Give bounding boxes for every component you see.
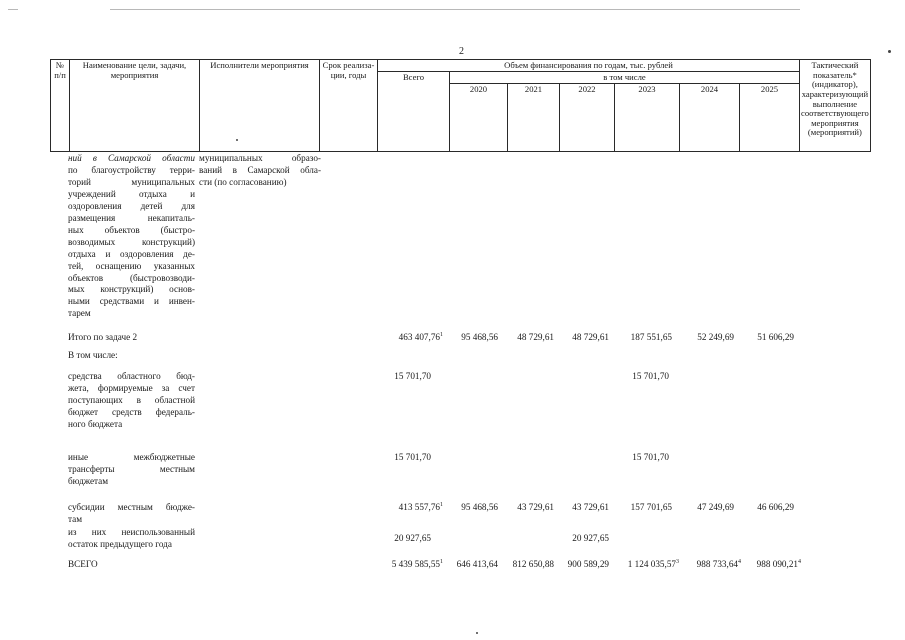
header-including: в том числе (450, 71, 800, 83)
header-indicator: Тактический показатель* (индикатор), характеризующий выполнение соответствующего мероприятия (мероприятий) (800, 60, 871, 152)
task2-2024: 52 249,69 (697, 332, 734, 342)
scan-edge-line (8, 9, 18, 10)
header-funding: Объем финансирования по годам, тыс. рублей (378, 60, 800, 72)
grand-total-label: ВСЕГО (68, 559, 98, 569)
continued-item-name: ний в Самарской области по благоустройству терри- торий муниципальных учреждений отдыха и оздоровления детей для размещения некапиталь- ных объектов (быстро- возводимых конструкций) отдыха и оздоровления де- тей, оснащению указанных объектов (быстровозводи- мых конструкций) основ- ными средствами и инвен- тарем (68, 153, 195, 319)
scan-speck (236, 139, 238, 141)
header-name: Наименование цели, задачи, мероприятия (70, 60, 200, 152)
header-num: № п/п (51, 60, 70, 152)
header-year: 2020 (450, 83, 508, 151)
header-year: 2023 (615, 83, 680, 151)
unused-label: из них неиспользованный остаток предыдущего года (68, 527, 195, 549)
header-year: 2021 (508, 83, 560, 151)
grand-total: 5 439 585,55$^1$ (391, 558, 443, 569)
task2-label: Итого по задаче 2 (68, 332, 138, 342)
header-year: 2022 (560, 83, 615, 151)
task2-2025: 51 606,29 (757, 332, 794, 342)
header-term: Срок реализа-ции, годы (320, 60, 378, 152)
grand-2025: 988 090,21$^4$ (756, 558, 801, 569)
transfers-total: 15 701,70 (394, 452, 431, 462)
including-label: В том числе: (68, 350, 118, 360)
task2-2023: 187 551,65 (630, 332, 672, 342)
page-number: 2 (459, 46, 464, 57)
subsidies-label: субсидии местным бюдже- там (68, 502, 195, 524)
subsidies-2024: 47 249,69 (697, 502, 734, 512)
scan-edge-line (110, 9, 800, 10)
subsidies-2023: 157 701,65 (630, 502, 672, 512)
header-executors: Исполнители мероприятия (200, 60, 320, 152)
transfers-label: иные межбюджетные трансферты местным бюджетам (68, 452, 195, 486)
task2-total: 463 407,76$^1$ (398, 331, 443, 342)
grand-2023: 1 124 035,57$^3$ (627, 558, 679, 569)
header-total: Всего (378, 71, 450, 151)
header-year: 2025 (740, 83, 800, 151)
subsidies-total: 413 557,76$^1$ (398, 501, 443, 512)
regional-label: средства областного бюд- жета, формируемые за счет поступающих в областной бюджет средств федераль- ного бюджета (68, 371, 195, 429)
grand-2022: 900 589,29 (567, 559, 609, 569)
table-header (50, 59, 871, 152)
task2-2020: 95 468,56 (461, 332, 498, 342)
scan-speck (888, 50, 891, 53)
task2-2021: 48 729,61 (517, 332, 554, 342)
grand-2021: 812 650,88 (512, 559, 554, 569)
unused-2022: 20 927,65 (572, 533, 609, 543)
grand-2020: 646 413,64 (456, 559, 498, 569)
task2-2022: 48 729,61 (572, 332, 609, 342)
regional-total: 15 701,70 (394, 371, 431, 381)
unused-total: 20 927,65 (394, 533, 431, 543)
regional-2023: 15 701,70 (632, 371, 669, 381)
subsidies-2022: 43 729,61 (572, 502, 609, 512)
grand-2024: 988 733,64$^4$ (696, 558, 741, 569)
scan-speck (476, 632, 478, 634)
header-year: 2024 (680, 83, 740, 151)
subsidies-2021: 43 729,61 (517, 502, 554, 512)
transfers-2023: 15 701,70 (632, 452, 669, 462)
subsidies-2025: 46 606,29 (757, 502, 794, 512)
subsidies-2020: 95 468,56 (461, 502, 498, 512)
continued-item-executors: муниципальных образо- ваний в Самарской обла- сти (по согласованию) (199, 153, 321, 187)
